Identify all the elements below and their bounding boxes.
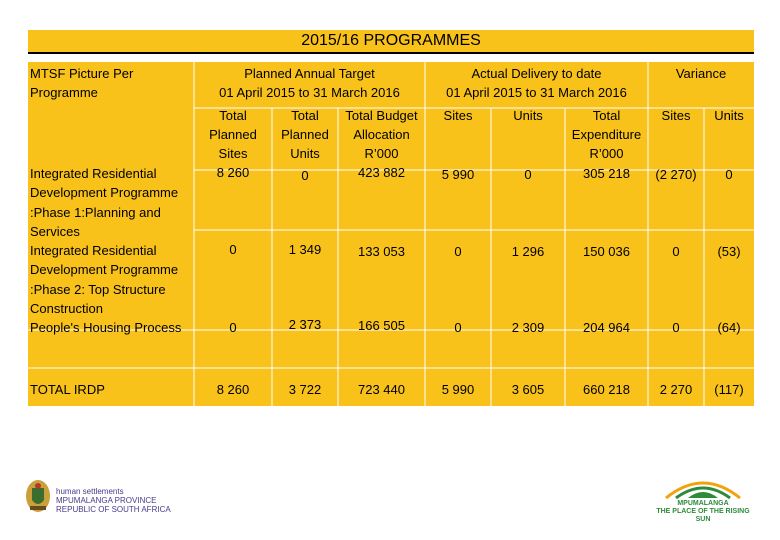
mpumalanga-text: MPUMALANGA THE PLACE OF THE RISING SUN — [656, 500, 750, 523]
human-settlements-text — [56, 478, 184, 514]
total-cell: 660 218 — [583, 382, 630, 397]
row-label-total-irdp: TOTAL IRDP — [30, 382, 105, 397]
total-cell: 3 722 — [288, 382, 322, 397]
table-cell: 305 218 — [583, 166, 630, 181]
total-cell: 8 260 — [216, 382, 250, 397]
table-cell: 0 — [672, 320, 680, 335]
table-cell: 150 036 — [583, 244, 630, 259]
table-cell: 1 349 — [288, 242, 322, 257]
human-settlements-logo — [24, 478, 184, 514]
row-label-peoples-housing: People's Housing Process — [30, 320, 182, 335]
subheader-total-expenditure: Total Expenditure R’000 — [571, 108, 642, 161]
total-cell: 3 605 — [511, 382, 545, 397]
table-cell: 0 — [725, 167, 733, 182]
table-cell: 166 505 — [358, 318, 405, 333]
table-cell: 204 964 — [583, 320, 630, 335]
total-cell: 723 440 — [358, 382, 405, 397]
header-planned-annual-target: Planned Annual Target 01 April 2015 to 31 March 2016 — [219, 66, 400, 100]
total-cell: (117) — [714, 382, 744, 397]
table-cell: 0 — [524, 167, 532, 182]
subheader-actual-units: Units — [513, 108, 543, 123]
table-cell: 2 373 — [288, 317, 322, 332]
table-cell: 0 — [229, 320, 237, 335]
table-cell: (53) — [717, 244, 741, 259]
subheader-variance-units: Units — [714, 108, 744, 123]
header-variance: Variance — [675, 66, 727, 81]
row-label-irdp-phase2: Integrated Residential Development Programme :Phase 2: Top Structure Construction — [30, 243, 179, 317]
logo-caption: human settlements MPUMALANGA PROVINCE REPUBLIC OF SOUTH AFRICA — [56, 487, 171, 514]
rising-sun-icon — [654, 470, 752, 502]
subheader-variance-sites: Sites — [661, 108, 691, 123]
table-cell: 0 — [672, 244, 680, 259]
table-cell: 5 990 — [441, 167, 475, 182]
total-cell: 2 270 — [659, 382, 693, 397]
header-mtsf-picture: MTSF Picture Per Programme — [30, 66, 134, 100]
total-cell: 5 990 — [441, 382, 475, 397]
table-cell: 1 296 — [511, 244, 545, 259]
programmes-table — [28, 62, 754, 406]
table-cell: 0 — [229, 242, 237, 257]
table-cell: (2 270) — [655, 167, 697, 182]
table-cell: 133 053 — [358, 244, 405, 259]
table-cell: 2 309 — [511, 320, 545, 335]
table-cell: (64) — [717, 320, 741, 335]
page-title: 2015/16 PROGRAMMES — [28, 30, 754, 54]
table-cell: 0 — [301, 168, 309, 183]
subheader-total-planned-sites: Total Planned Sites — [209, 108, 257, 161]
table-cell: 423 882 — [358, 165, 405, 180]
subheader-total-budget-allocation: Total Budget Allocation R’000 — [345, 108, 418, 161]
header-actual-delivery: Actual Delivery to date 01 April 2015 to 31 March 2016 — [446, 66, 627, 100]
row-label-irdp-phase1: Integrated Residential Development Programme :Phase 1:Planning and Services — [30, 166, 179, 240]
subheader-actual-sites: Sites — [443, 108, 473, 123]
mpumalanga-logo — [654, 470, 752, 523]
table-cell: 8 260 — [216, 165, 250, 180]
table-cell: 0 — [454, 320, 462, 335]
subheader-total-planned-units: Total Planned Units — [281, 108, 329, 161]
table-cell: 0 — [454, 244, 462, 259]
